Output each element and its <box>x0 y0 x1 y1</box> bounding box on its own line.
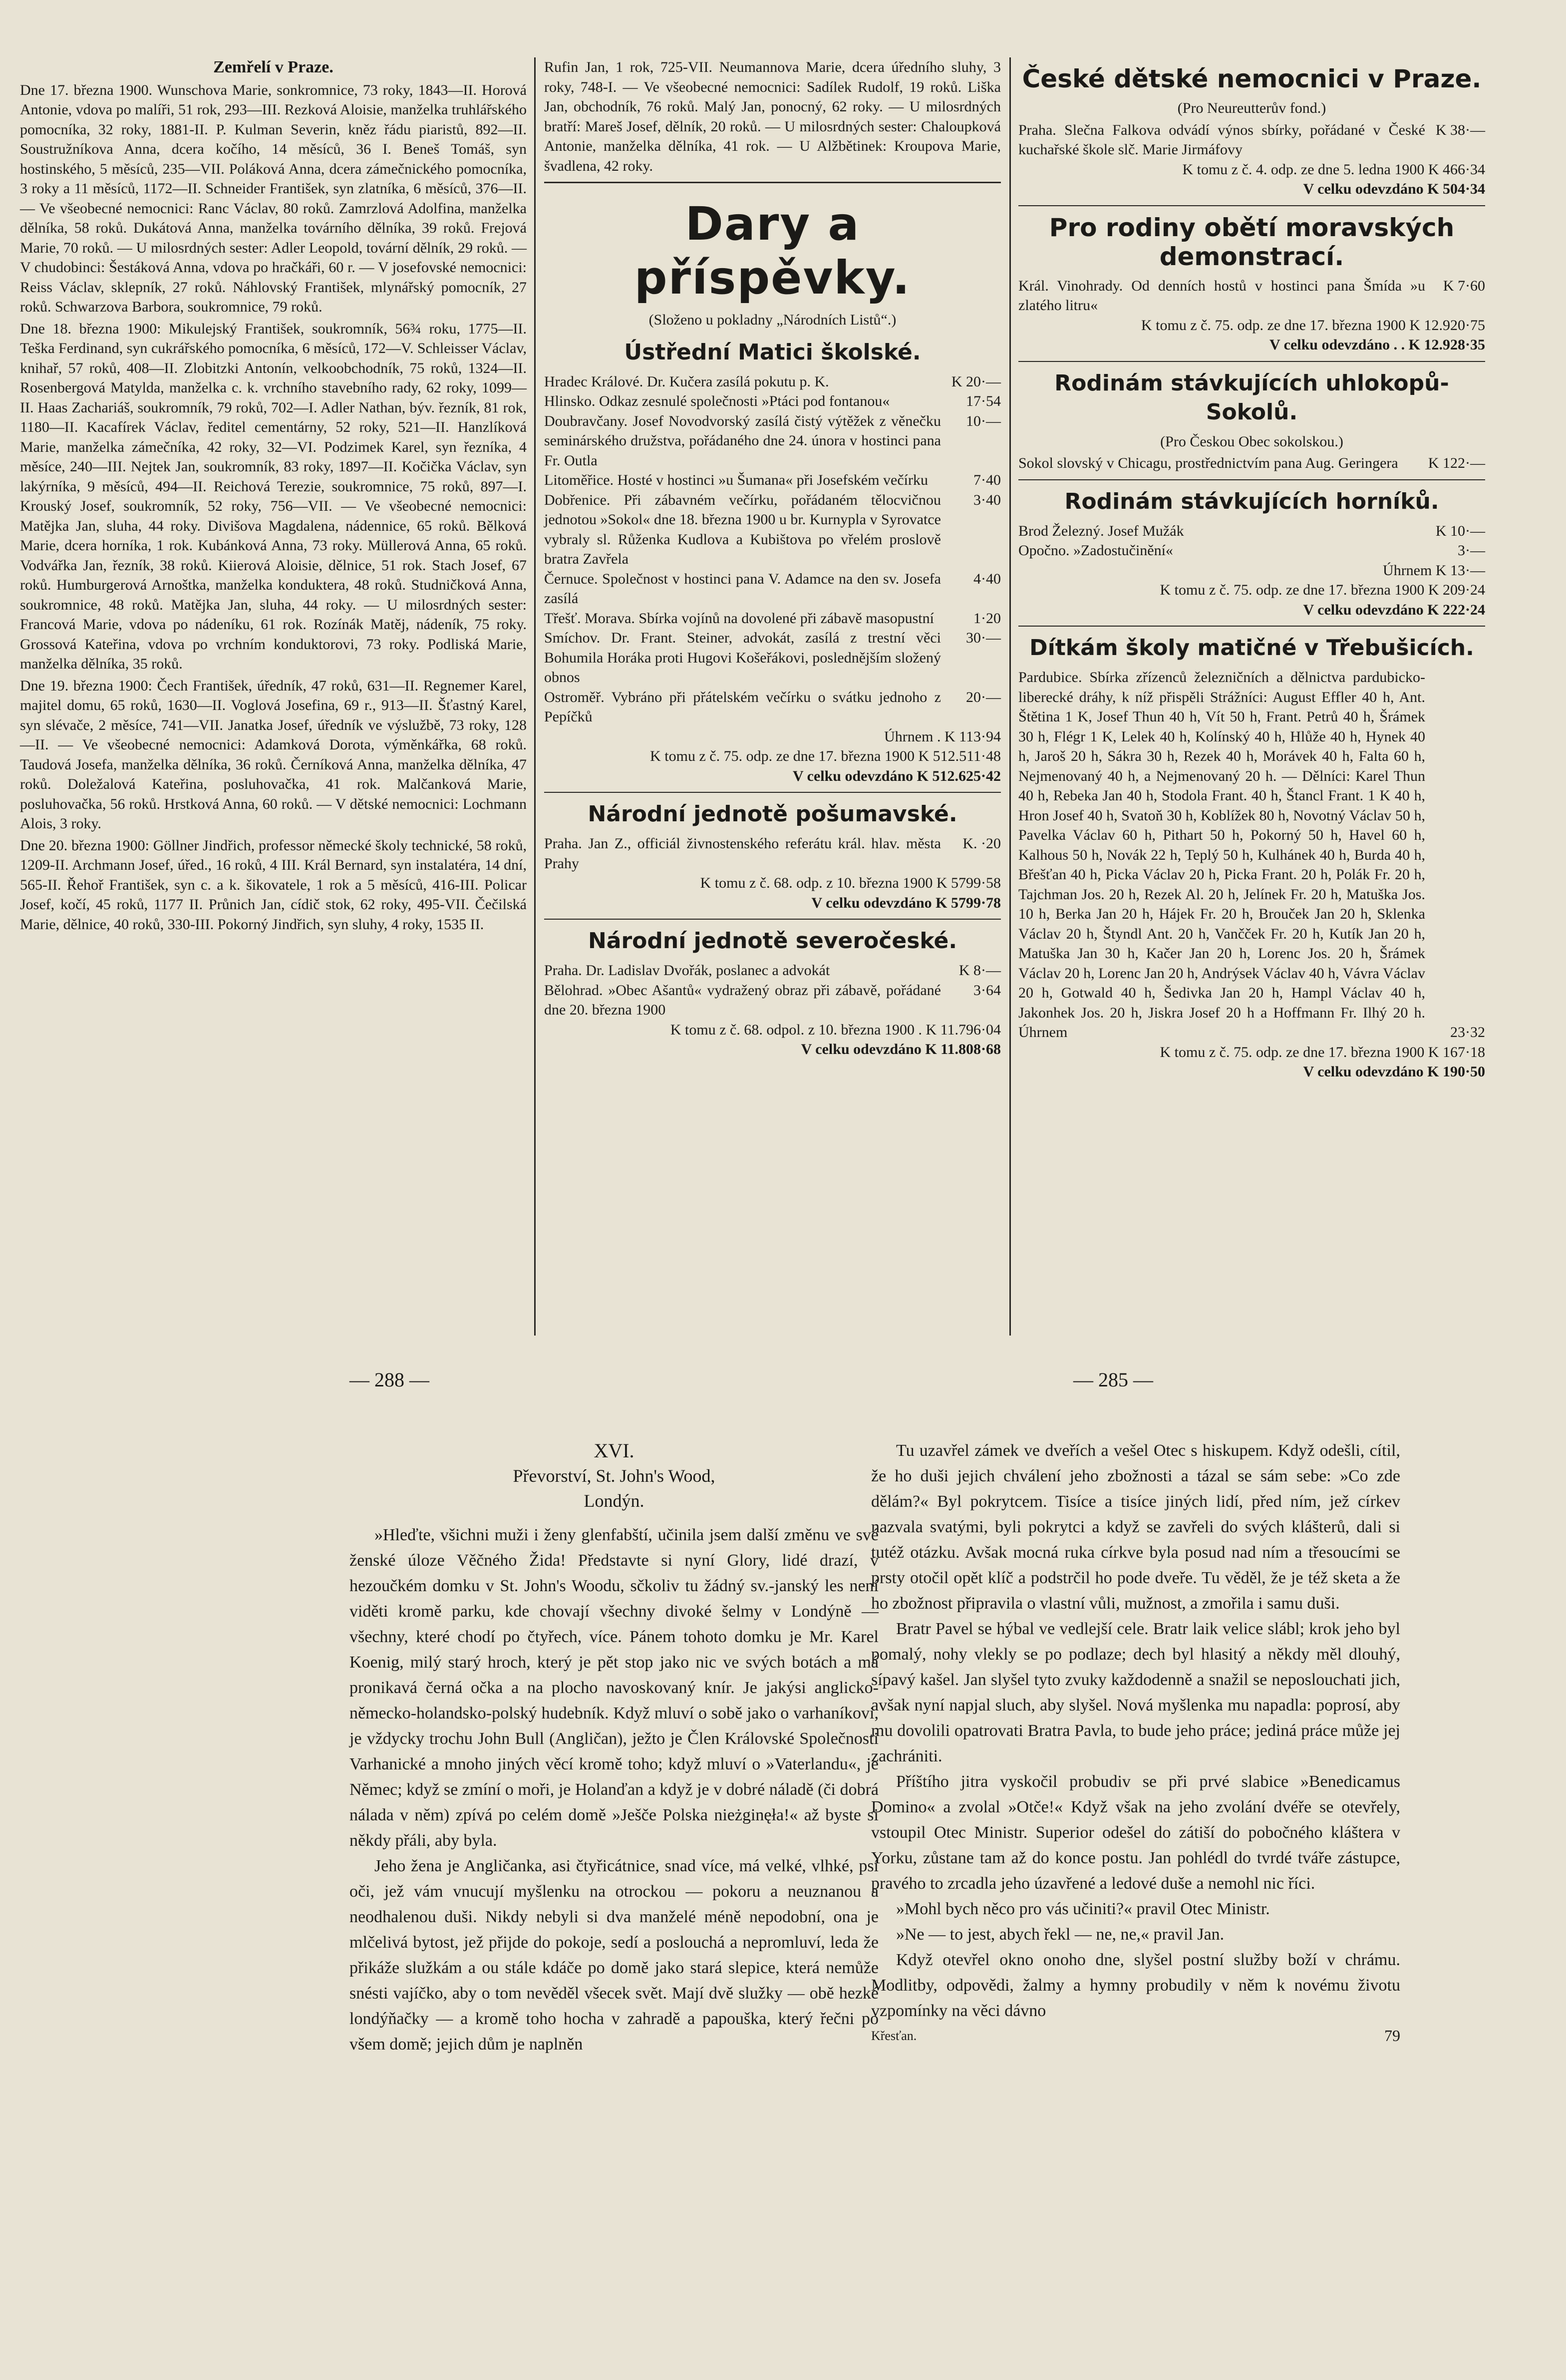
donations-subtitle: (Složeno u pokladny „Národních Listů“.) <box>648 312 897 328</box>
donation-entry: Praha. Jan Z., officiál živnostenského referátu král. hlav. města Prahy K. ·20 <box>544 835 1001 872</box>
deaths-paragraph: Dne 18. března 1900: Mikulejský František, soukromník, 56¾ roku, 1775—II. Teška Ferdinand, syn cukrářského pomocníka, 6 měsíců, 172—V. Schleisser Václav, knihař, 57 roků, 408—II. Zlobitzki Antonín, velkoobchodník, 75 roků, 1324—II. Rosenbergová Matylda, manželka c. k. vrchního stavebního rady, 62 roky, 1099—II. Haas Zachariáš, soukromník, 79 roků, 702—I. Adler Nathan, býv. řezník, 81 rok, 1180—II. Kacafírek Václav, ředitel cementárny, 52 roky, 521—II. Hanzlíková Marie, manželka zámečníka, 42 roky, 32—VI. Podzimek Karel, syn řezníka, 4 měsíce, 240—III. Nejtek Jan, soukromník, 83 roky, 1897—II. Kočička Václav, syn lakýrníka, 9 měsíců, 494—II. Reichová Terezie, soukromnice, 75 roků, 897—I. Krouský Josef, soukromník, 52 roky, 756—VII. — Ve všeobecné nemocnici: Matějka Jan, sluha, 44 roky. Divišova Magdalena, nádennice, 65 roků. Bělková Marie, dcera horníka, 1 rok. Kubánková Anna, 73 roky. Müllerová Anna, 65 roků. Vodvářka Jan, řezník, 38 roků. Kiierová Aloisie, dělnice, 51 rok. Stach Josef, 67 roků. Humburgerová Arnoštka, manželka konduktera, 48 roků. Studničková Anna, soukromnice, 48 roků. Matějka Jan, sluha, 44 roky. — U milosrdných sester: Francová Marie, vdova po nádeníku, 61 rok. Rozínák Matěj, nádeník, 75 roky. Grossová Kateřina, vdova po vrchním konduktorovi, 73 roky. Podliská Marie, manželka dělníka, 35 roků. <box>20 320 527 672</box>
donation-entry: Dobřenice. Při zábavném večírku, pořádaném tělocvičnou jednotou »Sokol« dne 18. března 1900 u br. Kurnypla v Syrovatce vybraly sl. Růženka Kudlova a Kubištova po vřelém proslově bratra Zavřela 3·40 <box>544 491 1001 567</box>
column-divider <box>534 57 536 1336</box>
grand-total: V celku odevzdáno . . K 12.928·35 <box>1269 337 1485 353</box>
deaths-continuation: Rufin Jan, 1 rok, 725-VII. Neumannova Marie, dcera úředního sluhy, 3 roky, 748-I. — Ve všeobecné nemocnici: Sadílek Rudolf, 19 roků. Liška Jan, obchodník, 76 roků. Malý Jan, ponocný, 62 roky. — U milosrdných bratří: Mareš Josef, dělník, 20 roků. — U milosrdných sester: Chaloupková Antonie, manželka dělníka, 41 rok. — U Alžbětinek: Kroupova Marie, švadlena, 42 roky. <box>544 59 1001 174</box>
donation-entry: Ostroměř. Vybráno při přátelském večírku o svátku jednoho z Pepíčků 20·— <box>544 688 1001 725</box>
previous-total: K tomu z č. 4. odp. ze dne 5. ledna 1900 K 466·34 <box>1182 161 1485 178</box>
section-title: Národní jednotě pošumavské. <box>588 801 957 827</box>
column-divider <box>1009 57 1011 1336</box>
deaths-title: Zemřelí v Praze. <box>213 58 333 76</box>
book-paragraph: Bratr Pavel se hýbal ve vedlejší cele. Bratr laik velice slábl; krok jeho byl pomalý, nohy vlekly se po podlaze; dech byl hlasitý a někdy měl dlouhý, sípavý kašel. Jan slyšel tyto zvuky každodenně a snažil se neposlouchati jich, avšak nyní napjal sluch, aby slyšel. Nová myšlenka mu napadla: poprosí, aby mu dovolili opatrovati Bratra Pavla, to bude jeho práce; jediná práce může jej zachrániti. <box>871 1620 1400 1765</box>
previous-total: K tomu z č. 75. odp. ze dne 17. března 1900 K 512.511·48 <box>650 748 1001 764</box>
donation-entry: Smíchov. Dr. Frant. Steiner, advokát, zasílá z trestní věci Bohumila Horáka proti Hugovi Košeřákovi, poslednějším složený obnos 30·— <box>544 630 1001 685</box>
signature-number: 79 <box>1384 2027 1400 2044</box>
divider <box>1018 626 1485 627</box>
previous-total: K tomu z č. 75. odp. ze dne 17. března 1900 K 12.920·75 <box>1141 317 1485 334</box>
donation-entry: Brod Železný. Josef Mužák K 10·— <box>1018 522 1485 539</box>
chapter-number: XVI. <box>594 1439 634 1462</box>
column-deaths <box>20 57 527 936</box>
section-title: Pro rodiny obětí moravských demonstrací. <box>1049 213 1455 271</box>
subtotal: Úhrnem K 13·— <box>1383 562 1485 579</box>
deaths-paragraph: Dne 17. března 1900. Wunschova Marie, sonkromnice, 73 roky, 1843—II. Horová Antonie, vdova po malíři, 51 rok, 293—III. Rezková Aloisie, manželka truhlářského pomocníka, 32 roky, 1881-II. P. Kulman Severin, kněz řádu piaristů, 892—II. Soustružníkova Anna, dcera kočího, 14 měsíců, 36 I. Beneš Tomáš, syn hostinského, 5 měsíců, 235—VII. Poláková Anna, dcera zámečnického pomocníka, 3 roky a 11 měsíců, 1172—II. Schneider František, syn zlatníka, 6 měsíců, 376—II. — Ve všeobecné nemocnici: Ranc Václav, 80 roků. Zamrzlová Adolfina, manželka dělníka, 58 roků. Dukátová Anna, manželka továrního dělníka, 39 roků. Frejová Marie, 70 roků. — U milosrdných sester: Adler Leopold, tovární dělník, 29 roků. — V chudobinci: Šestáková Anna, vdova po hračkáři, 60 r. — V josefovské nemocnici: Reiss Václav, sklepník, 27 roků. Náhlovský František, mlynářský pomocník, 27 roků. Schwarzova Barbora, soukromnice, 79 roků. <box>20 81 527 315</box>
grand-total: V celku odevzdáno K 5799·78 <box>811 894 1001 911</box>
donation-entry: Sokol slovský v Chicagu, prostřednictvím pana Aug. Geringera K 122·— <box>1018 455 1485 471</box>
donation-entry: Bělohrad. »Obec Ašantů« vydražený obraz při zábavě, pořádané dne 20. března 1900 3·64 <box>544 982 1001 1018</box>
section-subtitle: (Pro Neureutterův fond.) <box>1177 100 1326 116</box>
donation-entry: Litoměřice. Hosté v hostinci »u Šumana« při Josefském večírku 7·40 <box>544 472 1001 488</box>
section-title: Ústřední Matici školské. <box>624 339 921 365</box>
donation-entry: Král. Vinohrady. Od denních hostů v hostinci pana Šmída »u zlatého litru« K 7·60 <box>1018 277 1485 314</box>
section-title: Dítkám školy matičné v Třebušicích. <box>1029 635 1474 661</box>
page-number-right: — 285 — <box>1073 1368 1153 1391</box>
donation-entry: Praha. Dr. Ladislav Dvořák, poslanec a advokát K 8·— <box>544 962 1001 979</box>
divider <box>1018 361 1485 362</box>
donation-entry: Černuce. Společnost v hostinci pana V. Adamce na den sv. Josefa zasílá 4·40 <box>544 570 1001 607</box>
donation-entry: Třešť. Morava. Sbírka vojínů na dovolené při zábavě masopustní 1·20 <box>544 610 1001 627</box>
grand-total: V celku odevzdáno K 512.625·42 <box>793 767 1001 784</box>
newspaper-section <box>20 57 1518 1341</box>
divider <box>1018 479 1485 480</box>
donation-entry: Doubravčany. Josef Novodvorský zasílá čistý výtěžek z věnečku seminárského družstva, pořádaného dne 24. února v hostinci pana Fr. Outla 10·— <box>544 412 1001 469</box>
divider <box>544 792 1001 793</box>
section-subtitle: (Pro Českou Obec sokolskou.) <box>1160 433 1343 450</box>
deaths-paragraph: Dne 20. března 1900: Göllner Jindřich, professor německé školy technické, 58 roků, 1209-II. Archmann Josef, úřed., 16 roků, 4 III. Král Bernard, syn instalatéra, 14 dní, 565-II. Řehoř František, syn c. a k. šikovatele, 1 rok a 5 měsíců, 416-III. Policar Josef, kočí, 45 roků, 1177 II. Průnich Jan, cídič stok, 62 roky, 495-VII. Čečilská Marie, dělnice, 40 roků, 330-III. Pokorný Jindřich, syn sluhy, 4 roky, 1535 II. <box>20 837 527 933</box>
book-paragraph: »Hleďte, všichni muži i ženy glenfabští, učinila jsem další změnu ve své ženské úloze Věčného Žida! Představte si nyní Glory, lidé drazí, v hezoučkém domku v St. John's Woodu, sčkoliv tu žádný sv.-janský les není viděti kromě parku, kde chovají všechny divoké šelmy v Londýně — všechny, které chodí po čtyřech, více. Pánem tohoto domku je Mr. Karel Koenig, milý starý hroch, který je pět stop jako nic ve svých botách a má pronikavá černá očka a na plocho navoskovaný knír. Je jakýsi anglicko-německo-holandsko-polský hudebník. Když mluví o sobě jako o varhaníkovi, je vždycky trochu John Bull (Angličan), ježto je Člen Královské Společnosti Varhanické a mnoho jiných věcí kromě toho; když mluví o »Vaterlandu«, je Němec; když se zmíní o moři, je Holanďan a když je v dobré náladě (či dobrá nálada v něm) zpívá po celém domě »Ješče Polska nieżginęła!« až byste si někdy přáli, aby byla. <box>349 1526 879 1850</box>
book-signature: Křesťan. <box>871 2029 917 2043</box>
book-paragraph: »Mohl bych něco pro vás učiniti?« pravil Otec Ministr. <box>896 1900 1270 1918</box>
donations-title: Dary a příspěvky. <box>634 197 911 305</box>
book-paragraph: »Ne — to jest, abych řekl — ne, ne,« pravil Jan. <box>896 1925 1225 1944</box>
grand-total: V celku odevzdáno K 222·24 <box>1303 601 1485 618</box>
divider <box>544 182 1001 183</box>
divider <box>544 919 1001 920</box>
book-paragraph: Příštího jitra vyskočil probudiv se při prvé slabice »Benedicamus Domino« a zvolal »Otče!« Když však na jeho zvolání dvéře se otevřely, vstoupil Otec Ministr. Superior odešel do zátiší do pobočného kláštera v Yorku, zůstane tam až do konce postu. Jan pohlédl do tvrdé tváře zástupce, pravého to zrcadla jeho úzavřené a ledové duše a nemohl nic říci. <box>871 1772 1400 1893</box>
donation-entry: Praha. Slečna Falkova odvádí výnos sbírky, pořádané v České kuchařské škole slč. Marie Jirmáfovy K 38·— <box>1018 121 1485 158</box>
subtotal: Úhrnem . K 113·94 <box>884 728 1001 745</box>
column-donations <box>544 57 1001 1059</box>
section-title: Národní jednotě severočeské. <box>588 928 957 954</box>
chapter-place: Převorství, St. John's Wood, Londýn. <box>513 1466 715 1511</box>
donation-entry: Hradec Králové. Dr. Kučera zasílá pokutu p. K. K 20·— <box>544 373 1001 390</box>
previous-total: K tomu z č. 68. odp. z 10. března 1900 K 5799·58 <box>700 875 1001 891</box>
grand-total: V celku odevzdáno K 504·34 <box>1303 181 1485 197</box>
previous-total: K tomu z č. 75. odp. ze dne 17. března 1900 K 167·18 <box>1160 1043 1485 1060</box>
divider <box>1018 205 1485 206</box>
deaths-paragraph: Dne 19. března 1900: Čech František, úředník, 47 roků, 631—II. Regnemer Karel, majitel domu, 65 roků, 1630—II. Voglová Josefina, 69 r., 913—II. Šťastný Karel, syn slévače, 2 měsíce, 741—VII. Janatka Josef, úředník ve výslužbě, 73 roky, 128—II. — Ve všeobecné nemocnici: Adamková Dorota, výměnkářka, 68 roků. Taudová Josefa, manželka dělníka, 36 roků. Černíková Anna, manželka dělníka, 47 roků. Doležalová Kateřina, posluhovačka, 41 rok. Malčanková Marie, posluhovačka, 56 roků. Hrstková Anna, 60 roků. — V dětské nemocnici: Lochmann Alois, 3 roky. <box>20 677 527 832</box>
book-paragraph: Tu uzavřel zámek ve dveřích a vešel Otec s hiskupem. Když odešli, cítil, že ho duši jejich chválení jeho zbožnosti a tázal se sám sebe: »Co zde dělám?« Byl pokrytcem. Tisíce a tisíce jiných lidí, před ním, jež církev nazvala svatými, byli pokrytci a když se zavřeli do svých klášterů, dali si tutéž otázku. Avšak mocná ruka církve byla posud nad ním a třesoucími se prsty otočil opět klíč a podstrčil ho pode dveře. Tu věděl, že je též sketa a že ho zbožnost připravila o vlastní vůli, mužnost, a zmořila i samu duši. <box>871 1441 1400 1613</box>
section-title: Rodinám stávkujících uhlokopů-Sokolů. <box>1054 370 1449 425</box>
book-page-left <box>349 1438 879 2057</box>
book-page-right <box>871 1438 1400 2043</box>
previous-total: K tomu z č. 68. odpol. z 10. března 1900 . K 11.796·04 <box>670 1021 1001 1038</box>
section-title: České dětské nemocnici v Praze. <box>1022 64 1482 93</box>
book-pages <box>0 1368 1566 2367</box>
donation-entry: Pardubice. Sbírka zřízenců železničních a dělnictva pardubicko-liberecké dráhy, k níž přispěli Strážníci: August Effler 40 h, Ant. Štětina 1 K, Josef Thun 40 h, Vít 50 h, Frant. Petrů 40 h, Šrámek 30 h, Flégr 1 K, Lelek 40 h, Kolínský 40 h, Hlůže 40 h, Hynek 40 h, Jaroš 20 h, Sákra 30 h, Rezek 40 h, Morávek 40 h, Falta 60 h, Nejmenovaný 40 h, a Nejmenovaný 20 h. — Dělníci: Karel Thun 40 h, Rebeka Jan 40 h, Stodola Frant. 40 h, Štancl Frant. 1 K 40 h, Hron Josef 40 h, Svatoň 30 h, Koblížek 80 h, Novotný Václav 50 h, Pavelka Václav 60 h, Pithart 50 h, Pokorný 50 h, Havel 60 h, Kalhous 50 h, Novák 22 h, Teplý 50 h, Kulhánek 40 h, Burda 40 h, Břešťan 40 h, Picka Václav 20 h, Picka Frant. 20 h, Polák Fr. 20 h, Tajchman Jos. 20 h, Rezek Al. 20 h, Jelínek Fr. 20 h, Matuška Jos. 10 h, Berka Jan 20 h, Hájek Fr. 20 h, Brouček Jan 20 h, Sklenka Václav 20 h, Štyndl Ant. 20 h, Vančček Fr. 20 h, Kutík Jan 20 h, Matuška Jan 30 h, Kačer Jan 20 h, Lorenc Jos. 20 h, Šrámek Václav 20 h, Lorenc Jan 20 h, Andrýsek Václav 40 h, Vávra Václav 20 h, Gotwald 40 h, Šedivka Jan 20 h, Hampl Václav 40 h, Jakonhek Jos. 20 h, Jiskra Josef 20 h a Hoffmann Fr. Ilhý 20 h. Úhrnem 23·32 <box>1018 669 1485 1040</box>
column-donations-right <box>1018 57 1485 1082</box>
previous-total: K tomu z č. 75. odp. ze dne 17. března 1900 K 209·24 <box>1160 582 1485 598</box>
grand-total: V celku odevzdáno K 190·50 <box>1303 1063 1485 1080</box>
grand-total: V celku odevzdáno K 11.808·68 <box>801 1041 1001 1057</box>
page-number-left: — 288 — <box>349 1368 429 1391</box>
book-paragraph: Když otevřel okno onoho dne, slyšel postní služby boží v chrámu. Modlitby, odpovědi, žalmy a hymny probudily v něm k novému životu vzpomínky na věci dávno <box>871 1951 1400 2020</box>
book-paragraph: Jeho žena je Angličanka, asi čtyřicátnice, snad více, má velké, vlhké, psí oči, jež vám vnucují myšlenku na otrockou — pokoru a neuznanou a neodhalenou duši. Nikdy nebyli si dva manželé méně nepodobní, ona je mlčelivá bytost, jež přijde do pokoje, sedí a poslouchá a nepromluví, leda že přikáže služkám a ou stále kdáče po domě jako stará slepice, která nemůže snésti vajíčko, aby o tom nevěděl všecek svět. Mají dvě služky — obě hezké londýňačky — a kromě toho hocha v zahradě a papouška, který řečni po všem domě; jejich dům je naplněn <box>349 1857 879 2053</box>
donation-entry: Hlinsko. Odkaz zesnulé společnosti »Ptáci pod fontanou« 17·54 <box>544 393 1001 409</box>
section-title: Rodinám stávkujících horníků. <box>1064 488 1439 514</box>
donation-entry: Opočno. »Zadostučinění« 3·— <box>1018 542 1485 559</box>
